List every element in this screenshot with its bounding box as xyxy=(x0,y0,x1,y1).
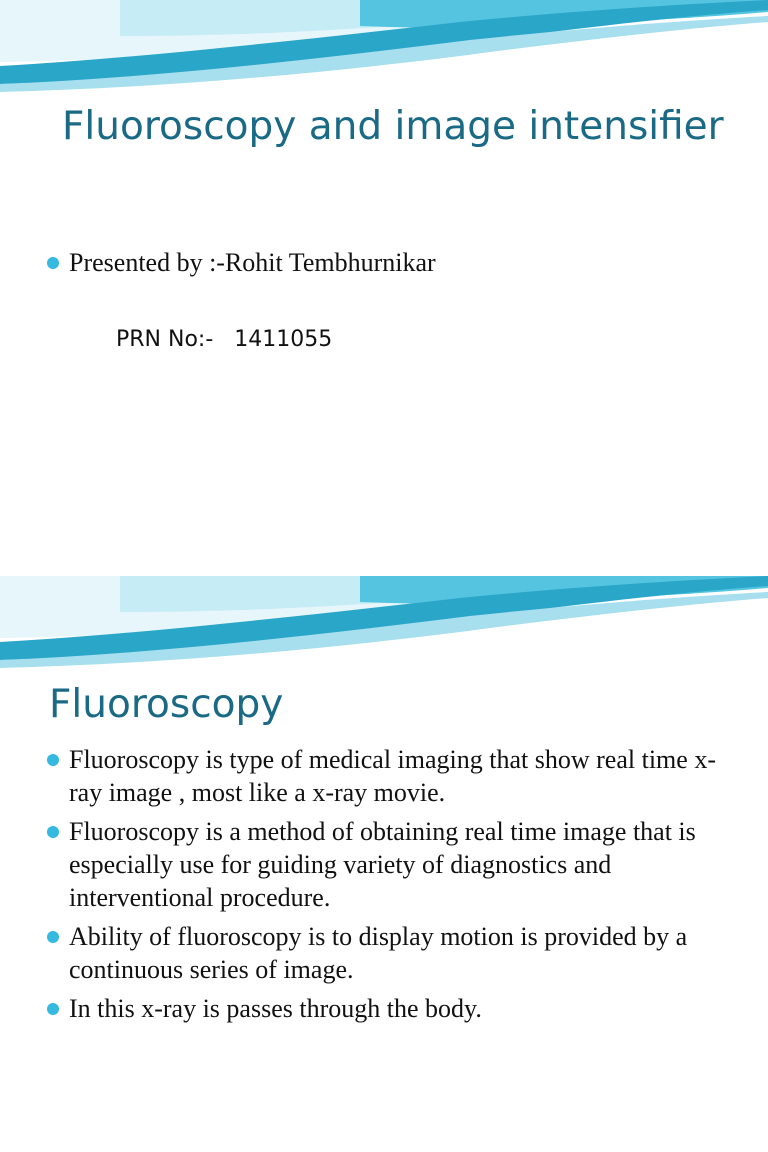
header-wave-decoration xyxy=(0,576,768,668)
bullet-icon xyxy=(47,931,59,943)
list-item xyxy=(47,815,737,914)
list-item xyxy=(47,743,737,809)
bullet-icon xyxy=(47,257,59,269)
slide-title: Fluoroscopy xyxy=(49,682,284,727)
bullet-icon xyxy=(47,826,59,838)
bullet-text: Ability of fluoroscopy is to display motion is provided by a continuous series of image. xyxy=(69,922,688,984)
list-item xyxy=(47,246,737,279)
header-wave-decoration xyxy=(0,0,768,92)
bullet-icon xyxy=(47,754,59,766)
bullet-text: Presented by :-Rohit Tembhurnikar xyxy=(69,248,436,277)
bullet-text: Fluoroscopy is type of medical imaging that show real time x-ray image , most like a x-ray movie. xyxy=(69,745,716,807)
bullet-list xyxy=(47,743,737,1031)
list-item xyxy=(47,992,737,1025)
bullet-list xyxy=(47,246,737,279)
slide-title: Fluoroscopy and image intensifier xyxy=(62,104,724,149)
list-item xyxy=(47,920,737,986)
prn-line xyxy=(116,327,332,352)
bullet-text: Fluoroscopy is a method of obtaining real time image that is especially use for guiding variety of diagnostics and interventional procedure. xyxy=(69,817,696,912)
slide-2 xyxy=(0,576,768,1152)
bullet-icon xyxy=(47,1003,59,1015)
bullet-text: In this x-ray is passes through the body. xyxy=(69,994,482,1023)
prn-value: 1411055 xyxy=(234,327,333,352)
prn-label: PRN No:- xyxy=(116,327,214,352)
